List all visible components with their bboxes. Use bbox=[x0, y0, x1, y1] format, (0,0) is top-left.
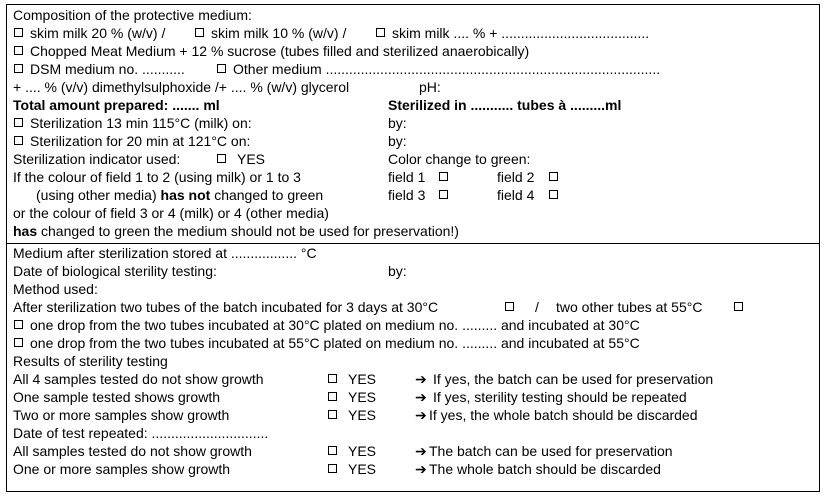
result-row-yes-label: YES bbox=[348, 389, 377, 405]
repeat-result-row-outcome: The whole batch should be discarded bbox=[429, 461, 661, 477]
arrow-right-icon: ➔ bbox=[415, 389, 427, 405]
result-row-outcome: If yes, the batch can be used for preservation bbox=[433, 371, 714, 387]
result-row-label: Two or more samples show growth bbox=[13, 407, 230, 423]
date-sterility-testing-by: by: bbox=[388, 263, 407, 279]
warning-line-4b: changed to green the medium should not be used for preservation!) bbox=[41, 223, 459, 239]
results-title: Results of sterility testing bbox=[13, 353, 168, 369]
warning-line-2 bbox=[36, 186, 323, 204]
incubation-slash: / bbox=[535, 299, 539, 315]
color-change-label: Color change to green: bbox=[388, 151, 531, 167]
repeat-result-row-yes-label: YES bbox=[348, 443, 377, 459]
result-row-label: All 4 samples tested do not show growth bbox=[13, 371, 264, 387]
repeat-result-row-outcome: The batch can be used for preservation bbox=[429, 443, 673, 459]
warning-line-2c: changed to green bbox=[214, 187, 324, 203]
result-row-yes-label: YES bbox=[348, 371, 377, 387]
indicator-yes-label: YES bbox=[237, 151, 266, 167]
repeat-result-row-label: All samples tested do not show growth bbox=[13, 443, 252, 459]
incubation-30c-line: After sterilization two tubes of the batch incubated for 3 days at 30°C bbox=[13, 299, 439, 315]
sterilization-20min-checkbox[interactable] bbox=[14, 136, 23, 145]
skim-milk-10-label: skim milk 10 % (w/v) / bbox=[211, 25, 347, 41]
arrow-right-icon: ➔ bbox=[415, 371, 427, 387]
arrow-right-icon: ➔ bbox=[415, 461, 427, 477]
indicator-yes-checkbox[interactable] bbox=[217, 154, 226, 163]
other-medium-checkbox[interactable] bbox=[217, 64, 226, 73]
field-1-checkbox[interactable] bbox=[439, 172, 448, 181]
sterilization-milk-by: by: bbox=[388, 115, 407, 131]
sterilization-20min-by: by: bbox=[388, 133, 407, 149]
field-2-label: field 2 bbox=[497, 169, 535, 185]
result-row-outcome: If yes, the whole batch should be discarded bbox=[429, 407, 698, 423]
result-row-yes-checkbox[interactable] bbox=[328, 392, 337, 401]
incubation-55c-checkbox[interactable] bbox=[734, 302, 743, 311]
warning-line-2a: (using other media) bbox=[36, 187, 157, 203]
arrow-right-icon: ➔ bbox=[415, 443, 427, 459]
skim-milk-20-label: skim milk 20 % (w/v) / bbox=[30, 25, 166, 41]
total-amount-label: Total amount prepared: ....... ml bbox=[13, 97, 220, 113]
result-row-yes-checkbox[interactable] bbox=[328, 410, 337, 419]
composition-title: Composition of the protective medium: bbox=[13, 7, 252, 23]
other-medium-label: Other medium ...................................................................................... bbox=[233, 61, 661, 77]
chopped-meat-label: Chopped Meat Medium + 12 % sucrose (tubes filled and sterilized anaerobically) bbox=[30, 43, 530, 59]
dsm-medium-checkbox[interactable] bbox=[14, 64, 23, 73]
chopped-meat-checkbox[interactable] bbox=[14, 46, 23, 55]
skim-milk-10-checkbox[interactable] bbox=[195, 28, 204, 37]
date-sterility-testing-label: Date of biological sterility testing: bbox=[13, 263, 217, 279]
sterilized-in-label: Sterilized in ........... tubes à .........ml bbox=[388, 97, 622, 113]
drop-55c-checkbox[interactable] bbox=[14, 338, 23, 347]
field-3-label: field 3 bbox=[388, 187, 426, 203]
indicator-label: Sterilization indicator used: bbox=[13, 151, 181, 167]
result-row-yes-label: YES bbox=[348, 407, 377, 423]
repeat-result-row-yes-label: YES bbox=[348, 461, 377, 477]
drop-30c-checkbox[interactable] bbox=[14, 320, 23, 329]
drop-55c-label: one drop from the two tubes incubated at 55°C plated on medium no. ......... and incubated at 55°C bbox=[30, 335, 640, 351]
protective-medium-form bbox=[6, 4, 820, 492]
date-test-repeated-label: Date of test repeated: .............................. bbox=[13, 425, 269, 441]
field-4-checkbox[interactable] bbox=[549, 190, 558, 199]
dmso-glycerol-line: + .... % (v/v) dimethylsulphoxide /+ .... % (w/v) glycerol bbox=[13, 79, 350, 95]
repeat-result-row-label: One or more samples show growth bbox=[13, 461, 231, 477]
method-used-label: Method used: bbox=[13, 281, 98, 297]
arrow-right-icon: ➔ bbox=[415, 407, 427, 423]
drop-30c-label: one drop from the two tubes incubated at 30°C plated on medium no. ......... and incubated at 30°C bbox=[30, 317, 640, 333]
ph-label: pH: bbox=[419, 79, 441, 95]
incubation-55c-label: two other tubes at 55°C bbox=[556, 299, 703, 315]
repeat-result-row-yes-checkbox[interactable] bbox=[328, 446, 337, 455]
warning-has-not: has not bbox=[160, 187, 211, 203]
result-row-label: One sample tested shows growth bbox=[13, 389, 220, 405]
sterilization-milk-label: Sterilization 13 min 115°C (milk) on: bbox=[30, 115, 252, 131]
result-row-outcome: If yes, sterility testing should be repeated bbox=[433, 389, 687, 405]
field-4-label: field 4 bbox=[497, 187, 535, 203]
sterilization-milk-checkbox[interactable] bbox=[14, 118, 23, 127]
skim-milk-20-checkbox[interactable] bbox=[14, 28, 23, 37]
field-1-label: field 1 bbox=[388, 169, 426, 185]
warning-line-1: If the colour of field 1 to 2 (using milk) or 1 to 3 bbox=[13, 169, 301, 185]
dsm-medium-label: DSM medium no. ........... bbox=[30, 61, 185, 77]
skim-milk-custom-label: skim milk .... % + ...................................... bbox=[392, 25, 650, 41]
warning-line-4 bbox=[13, 222, 459, 240]
field-3-checkbox[interactable] bbox=[439, 190, 448, 199]
skim-milk-custom-checkbox[interactable] bbox=[376, 28, 385, 37]
warning-has: has bbox=[13, 223, 38, 239]
warning-line-3: or the colour of field 3 or 4 (milk) or 4 (other media) bbox=[13, 205, 329, 221]
incubation-30c-checkbox[interactable] bbox=[505, 302, 514, 311]
storage-temperature-line: Medium after sterilization stored at ................. °C bbox=[13, 245, 317, 261]
field-2-checkbox[interactable] bbox=[549, 172, 558, 181]
result-row-yes-checkbox[interactable] bbox=[328, 374, 337, 383]
repeat-result-row-yes-checkbox[interactable] bbox=[328, 464, 337, 473]
sterilization-20min-label: Sterilization for 20 min at 121°C on: bbox=[30, 133, 251, 149]
